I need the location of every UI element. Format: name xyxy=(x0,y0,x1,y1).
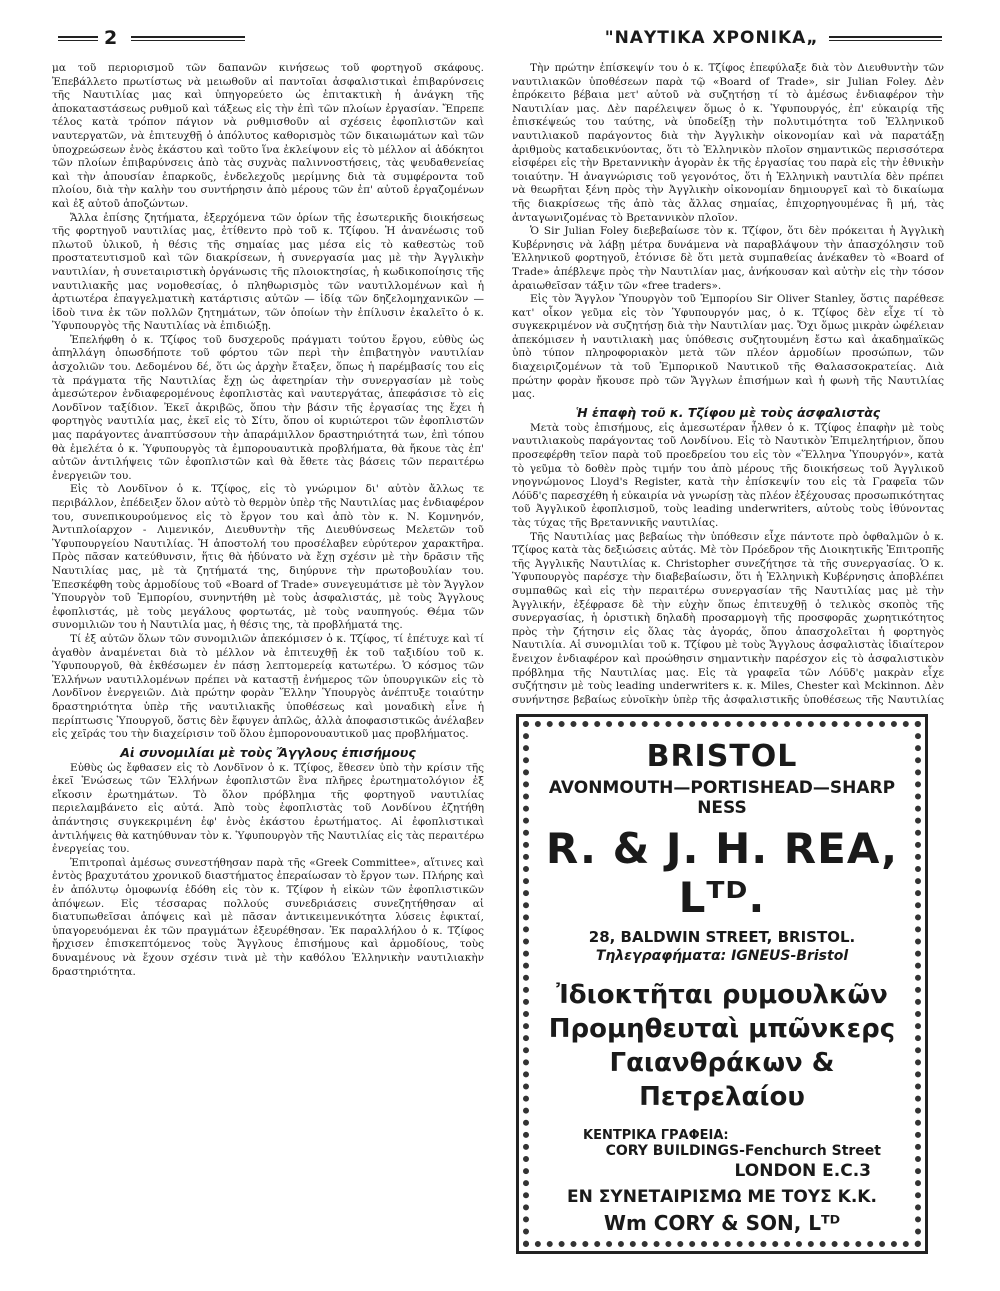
ad-service-line: Προμηθευταὶ μπῶνκερς xyxy=(548,1014,896,1044)
ad-company-name: R. & J. H. REA, Lᵀᴰ. xyxy=(545,824,899,922)
article-paragraph: Εἰς τὸν Ἄγγλον Ὑπουργὸν τοῦ Ἐμπορίου Sir Oliver Stanley, ὅστις παρέθεσε κατ' οἶκον γεῦμα εἰς τὸν Ὑφυπουργόν μας, ὁ κ. Τζίφος δὲν εἶχε τί τὸ συγκεκριμένον νὰ συζητήσῃ διὰ τὴν Ναυτιλίαν μας. Ὄχι ὅμως μικρὰν ὠφέλειαν ἀπεκόμισεν ἡ ναυτιλιακὴ μας ὑπόθεσις συζητουμένη ἔστω καὶ ἀκαδημαϊκῶς ὑπὸ τύπον πληροφοριακὸν μετὰ τῶν πλέον ἁρμοδίων προσώπων, τῶν διαχειριζομένων τὰ τοῦ Ἐμπορικοῦ Ναυτικοῦ τῆς Θαλασσοκρατείας. Διὰ πρώτην φορὰν ἤκουσε πρὸ τῶν Ἄγγλων ἐπισήμων καὶ ἡ φωνὴ τῆς Ναυτιλίας μας. xyxy=(512,293,944,401)
page-header xyxy=(58,20,942,56)
advertisement-content xyxy=(529,723,915,1245)
advertisement-box xyxy=(516,714,928,1254)
article-paragraph: Ἐπελήφθη ὁ κ. Τζίφος τοῦ δυσχεροῦς πράγματι τούτου ἔργου, εὐθὺς ὡς ἀπηλλάγη ὁπωσδήποτε τοῦ φόρτου τῶν περὶ τὴν ἐπιβατηγὸν ναυτιλίαν ἀσχολιῶν του. Δεδομένου δέ, ὅτι ὡς ἀρχὴν ἔταξεν, ὅπως ἡ παρέμβασίς του εἰς τὰ πράγματα τῆς Ναυτιλίας ἔχῃ ὡς ἀφετηρίαν τὴν συνεργασίαν μὲ τοὺς ἀμεσώτερον ἐνδιαφερομένους ἐφοπλιστὰς καὶ ναυτεργάτας, ἀπεφάσισε τὸ εἰς Λονδῖνον ταξίδιον. Ἐκεῖ ἀκριβῶς, ὅπου τὴν βάσιν τῆς ἐργασίας της ἔχει ἡ φορτηγὸς ναυτιλία μας, ἐκεῖ εἰς τὸ Σίτυ, ὅπου οἱ κυριώτεροι τῶν ἐφοπλιστῶν μας παράγοντες ἀναπτύσσουν τὴν ἀπαράμιλλον δραστηριότητά των, ἐπὶ τόπου θὰ ἐμελέτα ὁ κ. Ὑφυπουργὸς τὰ ἐμπορουαυτικὰ προβλήματα, θὰ ἤκουε τὰς ἐπ' αὐτῶν ἀντιλήψεις τῶν ἐφοπλιστῶν καὶ θὰ ἔθετε τὰς βάσεις τῶν περαιτέρω ἐνεργειῶν του. xyxy=(52,333,484,482)
page-number: 2 xyxy=(104,27,118,49)
article-paragraph: Μετὰ τοὺς ἐπισήμους, εἰς ἀμεσωτέραν ἦλθεν ὁ κ. Τζίφος ἐπαφὴν μὲ τοὺς ναυτιλιακοὺς παράγοντας τοῦ Λονδίνου. Εἰς τὸ Ναυτικὸν Ἐπιμελητήριον, ὅπου προσεφέρθη τεῖον παρὰ τοῦ προεδρείου του εἰς τὸν «Ἕλληνα Ὑπουργόν», κατὰ τὸ γεῦμα τὸ δοθὲν πρὸς τιμήν του ἀπὸ μέρους τῆς διοικήσεως τοῦ Ἀγγλικοῦ νηογνώμονος Lloyd's Register, κατὰ τὴν ἐπίσκεψίν του εἰς τὰ Γραφεῖα τῶν Λόϋδ'ς παρεσχέθη ἡ εὐκαιρία νὰ γνωρίσῃ τὰς πλέον ἐξέχουσας προσωπικότητας τοῦ Ἀγγλικοῦ ἐφοπλισμοῦ, τοὺς leading underwriters, αὐτοὺς τοὺς ἰθύνοντας τὰς τύχας τῆς Βρεταννικῆς ναυτιλίας. xyxy=(512,421,944,529)
publication-title: "ΝΑΥΤΙΚΑ ΧΡΟΝΙΚΑ„ xyxy=(604,28,819,48)
ad-partner: Wm CORY & SON, Lᵀᴰ xyxy=(603,1211,841,1235)
section-heading-insurers: Ἡ ἐπαφὴ τοῦ κ. Τζίφου μὲ τοὺς ἀσφαλιστὰς xyxy=(575,404,881,420)
right-column xyxy=(512,62,944,707)
header-rule-middle xyxy=(131,36,244,41)
ad-ports: AVONMOUTH—PORTISHEAD—SHARP NESS xyxy=(548,778,896,818)
ad-service-line: Γαιανθράκων & Πετρελαίου xyxy=(609,1048,835,1112)
ad-city: BRISTOL xyxy=(646,739,798,774)
article-paragraph: Τὴν πρώτην ἐπίσκεψίν του ὁ κ. Τζίφος ἐπεφύλαξε διὰ τὸν Διευθυντὴν τῶν ναυτιλιακῶν ὑποθέσεων παρὰ τῷ «Board of Trade», sir Julian Foley. Δὲν ἐπρόκειτο βέβαια μετ' αὐτοῦ νὰ συζητήσῃ τί τὸ ἀμέσως ἐνδιαφέρον τὴν Ναυτιλίαν μας. Δὲν παρέλειψεν ὅμως ὁ κ. Ὑφυπουργός, ἐπ' εὐκαιρίᾳ τῆς ἐπισκέψεώς του ταύτης, νὰ ὑποδείξῃ τὴν πολυτιμότητα τοῦ Ἑλληνικοῦ ναυτιλιακοῦ παράγοντος διὰ τὴν Ἀγγλικὴν οἰκονομίαν καὶ νὰ παρατάξῃ ἀριθμοὺς καταδεικνύοντας, ὅτι τὸ Ἑλληνικὸν πλοῖον σημαντικῶς περισσότερα εἰσφέρει εἰς τὴν Βρεταννικὴν ἀγορὰν ἐκ τῆς ἐργασίας του παρὰ εἰς τὴν ἐθνικὴν τοιαύτην. Ἡ ἀναγνώρισις τοῦ γεγονότος, ὅτι ἡ Ἑλληνικὴ ναυτιλία δὲν πρέπει νὰ θεωρῆται ξένη πρὸς τὴν Ἀγγλικὴν οἰκονομίαν δημιουργεῖ καὶ τὸ δικαίωμα τῆς διακρίσεως τῆς ἀπὸ τὰς ἄλλας σημαίας, ἐπιχορηγουμένας ἢ μή, τὰς ἀνταγωνιζομένας τὸ Βρεταννικὸν πλοῖον. xyxy=(512,62,944,224)
section-heading-officials: Αἱ συνομιλίαι μὲ τοὺς Ἄγγλους ἐπισήμους xyxy=(120,744,416,760)
article-paragraph: Τί ἐξ αὐτῶν ὅλων τῶν συνομιλιῶν ἀπεκόμισεν ὁ κ. Τζίφος, τί ἐπέτυχε καὶ τί ἀγαθὸν ἀναμένεται διὰ τὸ μέλλον νὰ ἐπιτευχθῇ ἐκ τοῦ ταξιδίου τοῦ κ. Ὑφυπουργοῦ, θὰ ἐκθέσωμεν ἐν πάσῃ λεπτομερείᾳ κατωτέρω. Ὁ κόσμος τῶν Ἑλλήνων ναυτιλλομένων πρέπει νὰ καταστῇ ἐνήμερος τῶν ὑπουργικῶν εἰς τὸ Λονδῖνον ἐνεργειῶν. Διὰ πρώτην φορὰν Ἕλλην Ὑπουργὸς ἀνέπτυξε τοιαύτην δραστηριότητα ὑπὲρ τῆς ναυτιλιακῆς ὑποθέσεως καὶ μοναδικὴ εἶνε ἡ περίπτωσις Ὑπουργοῦ, ὅστις δὲν ἔφυγεν ἁπλῶς, ἀλλὰ ἀποφασιστικῶς ἀνέλαβεν εἰς χεῖράς του τὴν διαχείρισιν τοῦ ὅλου ἐμπορονουαυτικοῦ μας προβλήματος. xyxy=(52,632,484,741)
article-paragraph: μα τοῦ περιορισμοῦ τῶν δαπανῶν κινήσεως τοῦ φορτηγοῦ σκάφους. Ἐπεβάλλετο πρωτίστως νὰ μειωθοῦν αἱ παντοῖαι ἀσφαλιστικαὶ ἐπιβαρύνσεις τῆς Ναυτιλίας μας καὶ ὑπηγορεύετο ὡς ἐπιτακτικὴ ἡ ἀνάγκη τῆς ἀποκαταστάσεως ρυθμοῦ καὶ τάξεως εἰς τὴν ἐπὶ τῶν πλοίων ἐργασίαν. Ἔπρεπε τέλος κατὰ τρόπον πάγιον νὰ ρυθμισθοῦν αἱ σχέσεις ἐφοπλιστῶν καὶ ναυτεργατῶν, νὰ ἐπιτευχθῇ ὁ ἀπόλυτος καθορισμὸς τῶν δικαιωμάτων καὶ τῶν ὑποχρεώσεων ἑνὸς ἑκάστου καὶ τοῦτο ἵνα ἐκλείψουν εἰς τὸ μέλλον αἱ ἀδόκητοι τῶν πλοίων ἐπιβαρύνσεις ἀπὸ τὰς συχνὰς παλιννοστήσεις, τὰς ψευδαθενείας καὶ τὴν ἀπουσίαν ἐπαρκοῦς, ἐνδελεχοῦς μερίμνης διὰ τὰ συμφέροντα τοῦ πλοίου, διὰ τὴν καλὴν του συντήρησιν ἀπὸ μέρους τῶν ἐπ' αὐτοῦ ἐργαζομένων καὶ ἐξ αὐτοῦ ἀποζώντων. xyxy=(52,62,484,210)
ad-office-city: LONDON E.C.3 xyxy=(734,1161,871,1181)
ad-telegraph: Τηλεγραφήματα: IGNEUS-Bristol xyxy=(595,948,849,964)
ad-services xyxy=(543,978,901,1114)
article-paragraph: Ἐπιτροπαὶ ἀμέσως συνεστήθησαν παρὰ τῆς «Greek Committee», αἵτινες καὶ ἐντὸς βραχυτάτου χρονικοῦ διαστήματος ἐπεραίωσαν τὸ ἔργον των. Πλήρης καὶ ἐν ἀπόλυτῳ ὁμοφωνίᾳ ἐδόθη εἰς τὸν κ. Τζίφον ἡ εἰκὼν τῶν ἐφοπλιστικῶν ἀπόψεων. Εἰς τέσσαρας πολλούς συνεδριάσεις συνεζητήθησαν αἱ διατυπωθεῖσαι ἀπόψεις καὶ μὲ πᾶσαν ἀντικειμενικότητα λύσεις ἐφικταί, ὑπαγορευόμεναι ἐκ τῶν πραγμάτων ἐξευρέθησαν. Ἐκ παραλλήλου ὁ κ. Τζίφος ἤρχισεν ἐπισκεπτόμενος τοὺς Ἄγγλους ἐπισήμους καὶ ἁρμοδίους, τοὺς δυναμένους νὰ ἔχουν σχέσιν τινὰ μὲ τὴν καθόλου Ἑλληνικὴν ναυτιλιακὴν δραστηριότητα. xyxy=(52,856,484,978)
ad-address: 28, BALDWIN STREET, BRISTOL. xyxy=(588,928,856,946)
header-rule-left xyxy=(58,36,98,41)
article-paragraph: Ἄλλα ἐπίσης ζητήματα, ἐξερχόμενα τῶν ὁρίων τῆς ἐσωτερικῆς διοικήσεως τῆς φορτηγοῦ ναυτιλίας μας, ἐτίθεντο πρὸ τοῦ κ. Τζίφου. Ἡ ἀνανέωσις τοῦ πλωτοῦ ὑλικοῦ, ἡ θέσις τῆς σημαίας μας μέσα εἰς τὸ καθεστὼς τοῦ προστατευτισμοῦ καὶ τῶν διακρίσεων, ἡ συνεργασία μας μὲ τὴν Ἀγγλικὴν ναυτιλίαν, ἡ συνεταιριστικὴ ὀργάνωσις τῆς πλοιοκτησίας, ἡ κωδικοποίησις τῆς ναυτιλιακῆς μας νομοθεσίας, ὁ πληθωρισμὸς τῶν ναυτιλλομένων καὶ ἡ ἀρτιωτέρα ἐπαγγελματικὴ κατάρτισις αὐτῶν — ἰδίᾳ τῶν δηζελομηχανικῶν — ἰδοὺ τινα ἐκ τῶν πολλῶν ζητημάτων, τῶν ὁποίων τὴν ἐπίλυσιν ἐκαλεῖτο ὁ κ. Ὑφυπουργὸς τῆς Ναυτιλίας νὰ ἐπιδιώξῃ. xyxy=(52,211,484,333)
ad-service-line: Ἰδιοκτῆται ρυμουλκῶν xyxy=(556,980,888,1010)
ad-partnership: ΕΝ ΣΥΝΕΤΑΙΡΙΣΜΩ ΜΕ ΤΟΥΣ Κ.Κ. xyxy=(567,1187,877,1207)
ad-office-address: CORY BUILDINGS-Fenchurch Street xyxy=(605,1143,881,1159)
ad-office-label: ΚΕΝΤΡΙΚΑ ΓΡΑΦΕΙΑ: xyxy=(583,1128,729,1143)
left-column xyxy=(52,62,484,1242)
article-paragraph: Τῆς Ναυτιλίας μας βεβαίως τὴν ὑπόθεσιν εἶχε πάντοτε πρὸ ὀφθαλμῶν ὁ κ. Τζίφος κατὰ τὰς δεξιώσεις αὐτάς. Μὲ τὸν Πρόεδρον τῆς Διοικητικῆς Ἐπιτροπῆς τῆς Ἀγγλικῆς Ναυτιλίας κ. Christopher συνεζήτησε τὰ τῆς συνεργασίας. Ὁ κ. Ὑφυπουργὸς παρέσχε τὴν διαβεβαίωσιν, ὅτι ἡ Ἑλληνικὴ Κυβέρνησις ἀποβλέπει συμπαθῶς καὶ εἰς τὴν περαιτέρω συνεργασίαν τῆς Ναυτιλίας μας μὲ τὴν Ἀγγλικήν, ἐξέφρασε δὲ τὴν εὐχὴν ὅπως ἐπιτευχθῇ ὁ τελικὸς σκοπὸς τῆς συνεργασίας, ἡ ὁριστικὴ δηλαδὴ προσαρμογὴ τῆς προσφορᾶς χωρητικότητος πρὸς τὴν ζήτησιν εἰς ὅλας τὰς ἀγοράς, ὅπου ἀπασχολεῖται ἡ φορτηγὸς Ναυτιλία. Αἱ συνομιλίαι τοῦ κ. Τζίφου μὲ τοὺς Ἄγγλους ἀσφαλιστὰς ἰδιαίτερον ἔνειχον ἐνδιαφέρον καὶ προώθησιν σημαντικὴν παρέσχον εἰς τὸ ἀσφαλιστικὸν πρόβλημα τῆς Ναυτιλίας μας. Εἰς τὰ γραφεῖα τῶν Λόϋδ'ς μακρὰν εἶχε συζήτησιν μὲ τοὺς leading underwriters κ. κ. Miles, Chester καὶ Mckinnon. Δὲν συνήντησε βεβαίως εὐνοϊκὴν ὑπὲρ τῆς ἀσφαλιστικῆς ὑποθέσεως τῆς Ναυτιλίας xyxy=(512,530,944,706)
article-paragraph: Ὁ Sir Julian Foley διεβεβαίωσε τὸν κ. Τζίφον, ὅτι δὲν πρόκειται ἡ Ἀγγλικὴ Κυβέρνησις νὰ λάβῃ μέτρα δυνάμενα νὰ παραβλάψουν τὴν ἀπασχόλησιν τοῦ Ἑλληνικοῦ φορτηγοῦ, ἐτόνισε δὲ ὅτι μετὰ συμπαθείας ἀνέκαθεν τὸ «Board of Trade» ἀπέβλεψε πρὸς τὴν Ναυτιλίαν μας, ἀνήκουσαν καὶ αὐτὴν εἰς τὴν τόσον ἀραιωθεῖσαν τάξιν τῶν «free traders». xyxy=(512,225,944,292)
article-paragraph: Εἰς τὸ Λονδῖνον ὁ κ. Τζίφος, εἰς τὸ γνώριμον δι' αὐτὸν ἄλλως τε περιβάλλον, ἐπέδειξεν ὅλον αὐτὸ τὸ θερμὸν ὑπὲρ τῆς Ναυτιλίας μας ἐνδιαφέρον του, συνεπικουρούμενος εἰς τὸ ἔργον του καὶ ἀπὸ τὸν κ. Ν. Κομνηνόν, Ἀντιπλοίαρχον - Λιμενικόν, Διευθυντὴν τῆς Διευθύνσεως Μελετῶν τοῦ Ὑφυπουργείου Ναυτιλίας. Ἡ ἀποστολή του προσέλαβεν εὐρύτερον χαρακτῆρα. Πρὸς πᾶσαν κατεύθυνσιν, ἥτις θὰ ἠδύνατο νὰ ἔχῃ σχέσιν μὲ τὴν δρᾶσιν τῆς Ναυτιλίας μας, μὲ τὰ ζητήματά της, διηύρυνε τὴν πρωτοβουλίαν του. Ἐπεσκέφθη τοὺς ἁρμοδίους τοῦ «Board of Trade» συνεγευμάτισε μὲ τὸν Ἄγγλον Ὑπουργὸν τοῦ Ἐμπορίου, συνηντήθη μὲ τοὺς ἀσφαλιστάς, μὲ τοὺς Ἄγγλους ἐφοπλιστάς, μὲ τοὺς μεγάλους φορτωτάς, μὲ τοὺς ναυπηγούς. Θέμα τῶν συνομιλιῶν του ἡ Ναυτιλία μας, ἡ θέσις της, τὰ προβλήματά της. xyxy=(52,483,484,632)
article-paragraph: Εὐθὺς ὡς ἔφθασεν εἰς τὸ Λονδῖνον ὁ κ. Τζίφος, ἔθεσεν ὑπὸ τὴν κρίσιν τῆς ἐκεῖ Ἑνώσεως τῶν Ἑλλήνων ἐφοπλιστῶν ἓνα πλῆρες ἐρωτηματολόγιον ἐξ εἴκοσιν ἐρωτημάτων. Τὸ ὅλον πρόβλημα τῆς φορτηγοῦ ναυτιλίας περιελαμβάνετο εἰς αὐτά. Ἀπὸ τοὺς ἐφοπλιστὰς τοῦ Λονδίνου ἐζητήθη ἀπάντησις συγκεκριμένη ἐφ' ἑνὸς ἑκάστου ἐρωτήματος. Αἱ ἐφοπλιστικαὶ ἀντιλήψεις θὰ κατηύθυναν τὸν κ. Ὑφυπουργὸν τῆς Ναυτιλίας εἰς τὰς περαιτέρω ἐνεργείας του. xyxy=(52,761,484,856)
header-rule-right xyxy=(829,36,942,41)
